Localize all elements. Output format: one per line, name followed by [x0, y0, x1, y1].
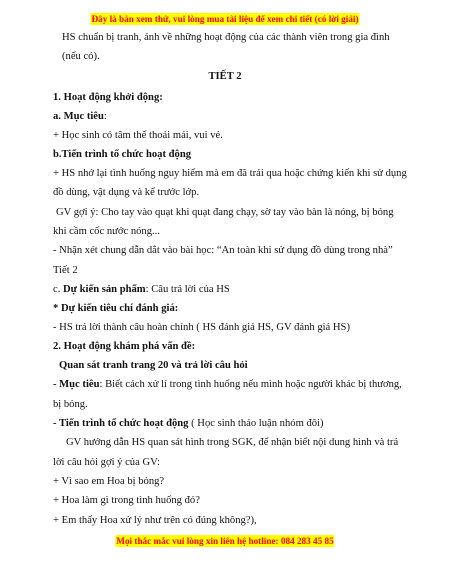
question-3: + Em thấy Hoa xử lý như trên có đúng không?),	[53, 515, 257, 526]
preview-notice-banner: Đây là bản xem thử, vui lòng mua tài liệu để xem chi tiết (có lời giải)	[91, 14, 359, 24]
question-2: + Hoa làm gì trong tình huống đó?	[53, 495, 200, 506]
teacher-guide-line-1: GV hướng dẫn HS quan sát hình trong SGK, để nhận biết nội dung hình và trả	[66, 437, 399, 448]
intro-line-2: (nếu có).	[62, 51, 100, 62]
goal-label: - Mục tiêu	[53, 379, 100, 390]
section-2-subheading: Quan sát tranh trang 20 và trả lời câu hỏi	[59, 360, 248, 371]
section-1-heading: 1. Hoạt động khởi động:	[53, 92, 163, 103]
procedure-line	[53, 417, 324, 430]
process-line-2: đồ dùng, vật dụng và kể trước lớp.	[53, 187, 200, 198]
expected-product-text: : Câu trả lời của HS	[145, 284, 230, 295]
hotline-banner: Mọi thắc mắc vui lòng xin liên hệ hotline: 084 283 45 85	[116, 536, 334, 546]
process-line-6: Tiết 2	[53, 265, 78, 276]
expected-product-line	[53, 283, 230, 296]
procedure-text: ( Học sinh thảo luận nhóm đôi)	[188, 418, 324, 429]
lesson-title: TIẾT 2	[208, 71, 242, 82]
process-line-5: - Nhận xét chung dẫn dắt vào bài học: “An toàn khi sử dụng đồ dùng trong nhà”	[53, 245, 393, 256]
process-line-4: khi cầm cốc nước nóng...	[53, 226, 160, 237]
expected-product-prefix: c.	[53, 284, 63, 295]
process-line-1: + HS nhớ lại tình huống nguy hiểm mà em đã trải qua hoặc chứng kiến khi sử dụng	[53, 168, 407, 179]
criteria-heading: * Dự kiến tiêu chí đánh giá:	[53, 303, 179, 314]
goal-line	[53, 378, 402, 391]
section-2-heading: 2. Hoạt động khám phá vấn đề:	[53, 341, 196, 352]
objective-label: a. Mục tiêu	[53, 111, 104, 122]
objective-colon: :	[103, 111, 107, 122]
process-heading: b.Tiến trình tổ chức hoạt động	[53, 149, 192, 160]
objective-text: + Học sinh có tâm thế thoải mái, vui vẻ.	[53, 130, 223, 141]
objective-line	[53, 110, 107, 123]
criteria-text: - HS trả lời thành câu hoàn chỉnh ( HS đánh giá HS, GV đánh giá HS)	[53, 322, 350, 333]
procedure-label: - Tiến trình tổ chức hoạt động	[53, 418, 189, 429]
process-line-3: GV gợi ý: Cho tay vào quạt khi quạt đang chạy, sờ tay vào bàn là nóng, bị bỏng	[56, 207, 394, 218]
goal-text: : Biết cách xử lí trong tình huống nếu mình hoặc người khác bị thương,	[99, 379, 402, 390]
intro-line-1: HS chuẩn bị tranh, ảnh về những hoạt động của các thành viên trong gia đình	[62, 32, 390, 43]
teacher-guide-line-2: lời câu hỏi gợi ý của GV:	[53, 457, 160, 468]
goal-line-2: bị bỏng.	[53, 399, 88, 410]
expected-product-label: Dự kiến sản phẩm	[63, 284, 146, 295]
question-1: + Vì sao em Hoa bị bỏng?	[53, 476, 165, 487]
